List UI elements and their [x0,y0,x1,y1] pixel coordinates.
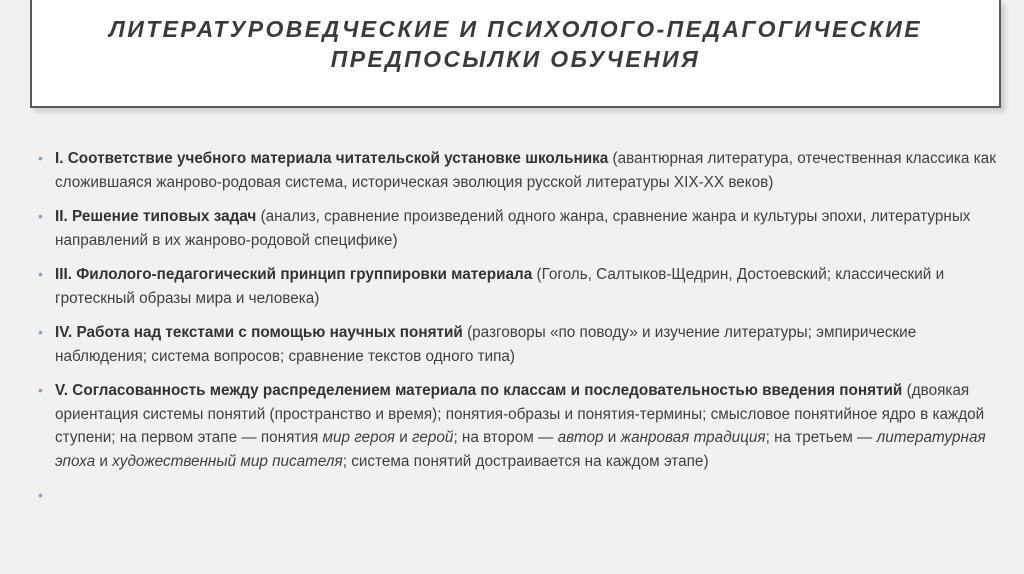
list-item [38,321,998,368]
item-text: (разговоры «по поводу» и изучение литературы; эмпирические наблюдения; система вопросов; сравнение текстов одного типа) [55,324,917,365]
list-item [38,379,998,473]
list-item [38,263,998,310]
bullet-icon: • [38,266,43,282]
item-heading: V. Согласованность между распределением материала по классам и последовательностью введения понятий [55,382,903,399]
item-text: (анализ, сравнение произведений одного жанра, сравнение жанра и культуры эпохи, литературных направлений в их жанрово-родовой специфике) [55,208,971,249]
item-heading: IV. Работа над текстами с помощью научных понятий [55,324,463,341]
bullet-icon: • [38,150,43,166]
item-text: и [603,429,621,446]
item-text: ; на третьем — [765,429,877,446]
list-item [38,147,998,194]
italic-term: автор [557,429,604,446]
item-text: (авантюрная литература, отечественная классика как сложившаяся жанрово-родовая система, историческая эволюция русской литературы XIX-XX веков) [55,150,996,191]
title-line-1: ЛИТЕРАТУРОВЕДЧЕСКИЕ И ПСИХОЛОГО-ПЕДАГОГИЧЕСКИЕ [109,16,922,42]
item-text: ; система понятий достраивается на каждом этапе) [342,452,709,470]
item-heading: I. Соответствие учебного материала читательской установке школьника [55,150,609,167]
italic-term: художественный мир писателя [112,452,343,470]
title-box [30,0,1001,108]
item-heading: II. Решение типовых задач [55,208,257,225]
italic-term: жанровая традиция [620,429,766,446]
item-heading: III. Филолого-педагогический принцип группировки материала [55,266,533,283]
title-line-2: ПРЕДПОСЫЛКИ ОБУЧЕНИЯ [330,46,701,72]
list-item [38,205,998,252]
item-text: (Гоголь, Салтыков-Щедрин, Достоевский; классический и гротескный образы мира и человека) [55,266,945,307]
item-text: и [394,429,413,446]
empty-list-item [38,484,998,507]
italic-term: литературная эпоха [55,429,986,470]
item-text: (двоякая ориентация системы понятий (пространство и время); понятия-образы и понятия-термины; смысловое понятийное ядро в каждой ступени; на первом этапе — понятия [55,382,985,446]
item-text: ; на втором — [453,429,558,446]
italic-term: герой [412,429,454,446]
item-text: и [95,452,113,470]
bullet-icon: • [38,487,43,503]
bullet-icon: • [38,208,43,224]
bullet-icon: • [38,324,43,340]
bullet-icon: • [38,382,43,398]
bullet-list [38,147,998,518]
slide-title [32,14,999,74]
italic-term: мир героя [322,429,395,446]
